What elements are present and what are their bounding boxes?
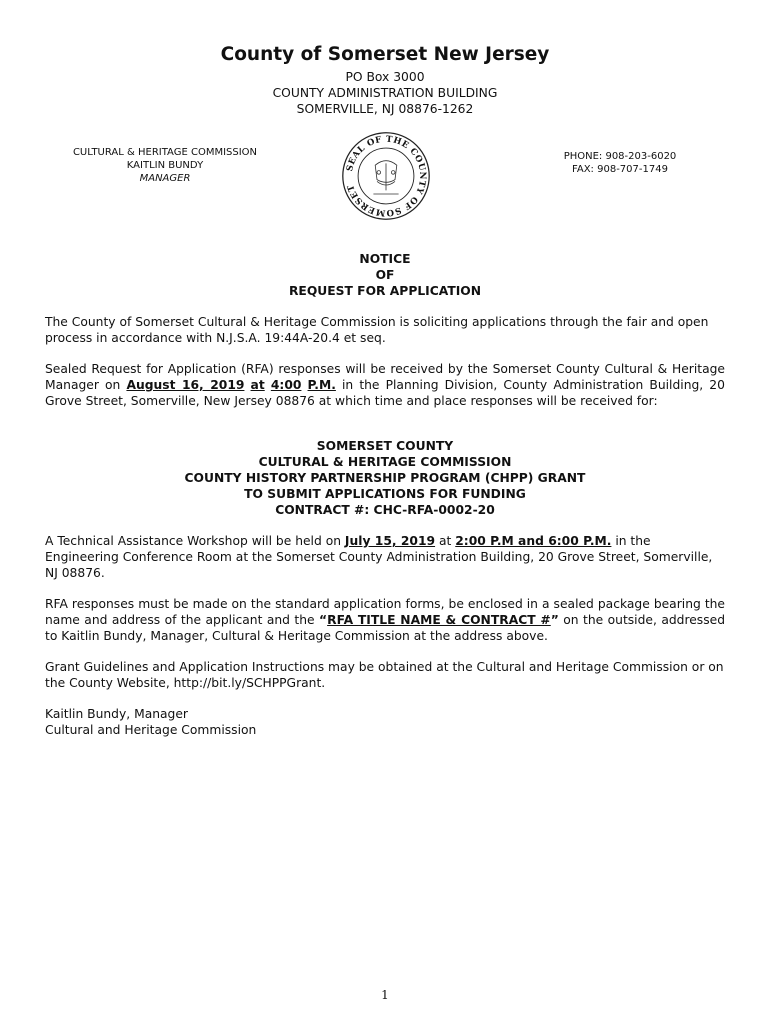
quote-open: “ [319, 613, 328, 627]
program-line-1: SOMERSET COUNTY [316, 439, 454, 453]
intro-paragraph: The County of Somerset Cultural & Heritage Commission is soliciting applications through the fair and open process in accordance with N.J.S.A. 19:44A-20.4 et seq. [45, 315, 709, 345]
workshop-date: July 15, 2019 [344, 534, 436, 548]
signature-block [45, 706, 725, 738]
due-ampm: P.M. [307, 378, 336, 392]
address-line-3: SOMERVILLE, NJ 08876-1262 [296, 102, 474, 116]
notice-line-2: OF [375, 268, 395, 282]
notice-heading [0, 251, 770, 299]
submission-paragraph [45, 361, 725, 409]
program-block [0, 438, 770, 518]
workshop-paragraph [45, 533, 725, 581]
quote-close: ” [550, 613, 559, 627]
workshop-text-mid: at [435, 534, 456, 548]
page-number: 1 [381, 988, 389, 1002]
address-line-2: COUNTY ADMINISTRATION BUILDING [272, 86, 498, 100]
seal-ring-text: SEAL OF THE COUNTY OF SOMERSET [345, 134, 428, 218]
program-line-2: CULTURAL & HERITAGE COMMISSION [258, 455, 512, 469]
response-text-post: on the outside, addressed to Kaitlin Bundy, Manager, Cultural & Heritage Commission at the address above. [45, 613, 725, 643]
page-title: County of Somerset New Jersey [220, 44, 550, 65]
guidelines-paragraph: Grant Guidelines and Application Instructions may be obtained at the Cultural and Heritage Commission or on the County Website, http://bit.ly/SCHPPGrant. [45, 660, 724, 690]
contact-block [520, 150, 720, 176]
response-text-pre: RFA responses must be made on the standard application forms, be enclosed in a sealed package bearing the name and address of the applicant and the [45, 597, 725, 627]
commission-name: CULTURAL & HERITAGE COMMISSION [72, 147, 258, 158]
commission-block [40, 146, 290, 185]
notice-line-1: NOTICE [359, 252, 411, 266]
due-at: at [250, 378, 265, 392]
workshop-text-post: in the Engineering Conference Room at the Somerset County Administration Building, 20 Grove Street, Somerville, NJ 08876. [45, 534, 713, 580]
due-time: 4:00 [270, 378, 302, 392]
contract-number: CONTRACT #: CHC-RFA-0002-20 [275, 503, 495, 517]
phone-number: PHONE: 908-203-6020 [563, 151, 677, 162]
manager-title: MANAGER [139, 173, 191, 184]
manager-name: KAITLIN BUNDY [126, 160, 204, 171]
workshop-text-pre: A Technical Assistance Workshop will be held on [45, 534, 345, 548]
address-line-1: PO Box 3000 [345, 70, 425, 84]
signature-org: Cultural and Heritage Commission [45, 723, 257, 737]
notice-line-3: REQUEST FOR APPLICATION [288, 284, 482, 298]
program-line-3: COUNTY HISTORY PARTNERSHIP PROGRAM (CHPP) GRANT [184, 471, 586, 485]
fax-number: FAX: 908-707-1749 [572, 164, 668, 175]
signature-name: Kaitlin Bundy, Manager [45, 707, 188, 721]
due-date: August 16, 2019 [126, 378, 245, 392]
county-seal-icon [341, 131, 431, 221]
response-paragraph [45, 596, 725, 644]
submission-text-pre: Sealed Request for Application (RFA) responses will be received by the Somerset County Cultural & Heritage Manager on [45, 362, 725, 392]
rfa-label: RFA TITLE NAME & CONTRACT # [327, 613, 551, 627]
program-line-4: TO SUBMIT APPLICATIONS FOR FUNDING [244, 487, 526, 501]
submission-text-post: in the Planning Division, County Administration Building, 20 Grove Street, Somerville, New Jersey 08876 at which time and place responses will be received for: [45, 378, 725, 408]
workshop-times: 2:00 P.M and 6:00 P.M. [455, 534, 612, 548]
